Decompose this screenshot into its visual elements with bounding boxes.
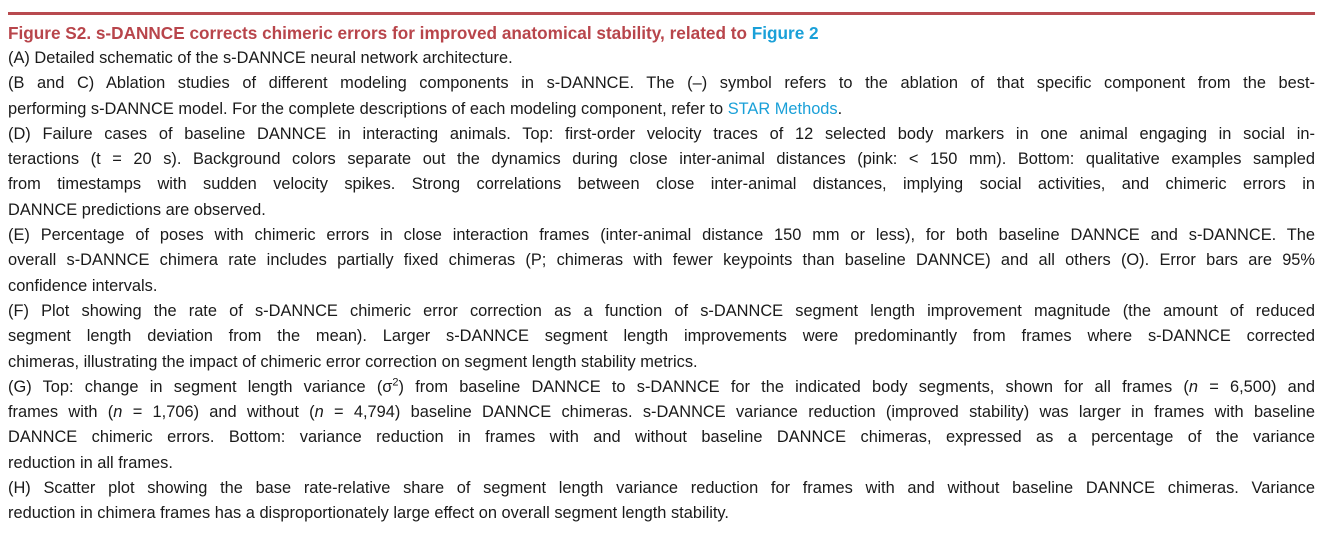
caption-line: from timestamps with sudden velocity spikes. Strong correlations between close inter-animal distances, implying social activities, and chimeric errors in [8,175,1315,194]
italic-n: n [314,403,324,422]
paragraph-h [8,476,1315,527]
caption-line: reduction in all frames. [8,453,173,472]
caption-line: chimeras, illustrating the impact of chimeric error correction on segment length stability metrics. [8,352,698,371]
caption-line: teractions (t = 20 s). Background colors separate out the dynamics during close inter-animal distances (pink: < 150 mm). Bottom: qualitative examples sampled [8,150,1315,169]
caption-line: (E) Percentage of poses with chimeric errors in close interaction frames (inter-animal distance 150 mm or less), for both baseline DANNCE and s-DANNCE. The [8,226,1315,245]
caption-line [8,375,1315,400]
figure-title-text: s-DANNCE corrects chimeric errors for improved anatomical stability, related to [95,23,747,43]
paragraph-a [8,46,1315,71]
caption-text: . [837,99,843,118]
caption-line [8,97,1315,122]
caption-line: (B and C) Ablation studies of different modeling components in s-DANNCE. The (–) symbol refers to the ablation of that specific component from the best- [8,74,1315,93]
figure-label: Figure S2. [8,23,92,43]
caption-text: = 1,706) and without ( [122,403,315,422]
star-methods-link[interactable]: STAR Methods [727,99,838,118]
caption-text: (G) Top: change in segment length variance (σ [8,377,393,396]
caption-text: frames with ( [8,403,114,422]
paragraph-f [8,299,1315,375]
figure-caption [8,20,1315,527]
caption-line [8,400,1315,425]
caption-line: (D) Failure cases of baseline DANNCE in interacting animals. Top: first-order velocity traces of 12 selected body markers in one animal engaging in social in- [8,124,1315,143]
italic-n: n [1188,377,1198,396]
caption-text: = 4,794) baseline DANNCE chimeras. s-DANNCE variance reduction (improved stability) was larger in frames with baseline [323,403,1315,422]
caption-line: segment length deviation from the mean). Larger s-DANNCE segment length improvements were predominantly from frames where s-DANNCE corrected [8,327,1315,346]
caption-line: overall s-DANNCE chimera rate includes partially fixed chimeras (P; chimeras with fewer keypoints than baseline DANNCE) and all others (O). Error bars are 95% [8,251,1315,270]
paragraph-d [8,122,1315,223]
figure-title [8,20,1315,46]
caption-line: reduction in chimera frames has a disproportionately large effect on overall segment length stability. [8,504,729,523]
paragraph-g [8,375,1315,476]
caption-text: ) from baseline DANNCE to s-DANNCE for the indicated body segments, shown for all frames ( [398,377,1189,396]
caption-line: (H) Scatter plot showing the base rate-relative share of segment length variance reduction for frames with and without baseline DANNCE chimeras. Variance [8,479,1315,498]
caption-line: (F) Plot showing the rate of s-DANNCE chimeric error correction as a function of s-DANNCE segment length improvement magnitude (the amount of reduced [8,301,1315,320]
caption-text: = 6,500) and [1197,377,1315,396]
caption-line: DANNCE chimeric errors. Bottom: variance reduction in frames with and without baseline DANNCE chimeras, expressed as a percentage of the variance [8,428,1315,447]
figure-ref-link[interactable]: Figure 2 [751,23,819,43]
caption-line: confidence intervals. [8,276,158,295]
paragraph-bc [8,71,1315,122]
caption-text: performing s-DANNCE model. For the complete descriptions of each modeling component, refer to [8,99,724,118]
caption-line: (A) Detailed schematic of the s-DANNCE neural network architecture. [8,49,513,67]
top-rule [8,12,1315,15]
caption-line: DANNCE predictions are observed. [8,200,266,219]
paragraph-e [8,223,1315,299]
italic-n: n [113,403,123,422]
superscript: 2 [392,376,399,389]
